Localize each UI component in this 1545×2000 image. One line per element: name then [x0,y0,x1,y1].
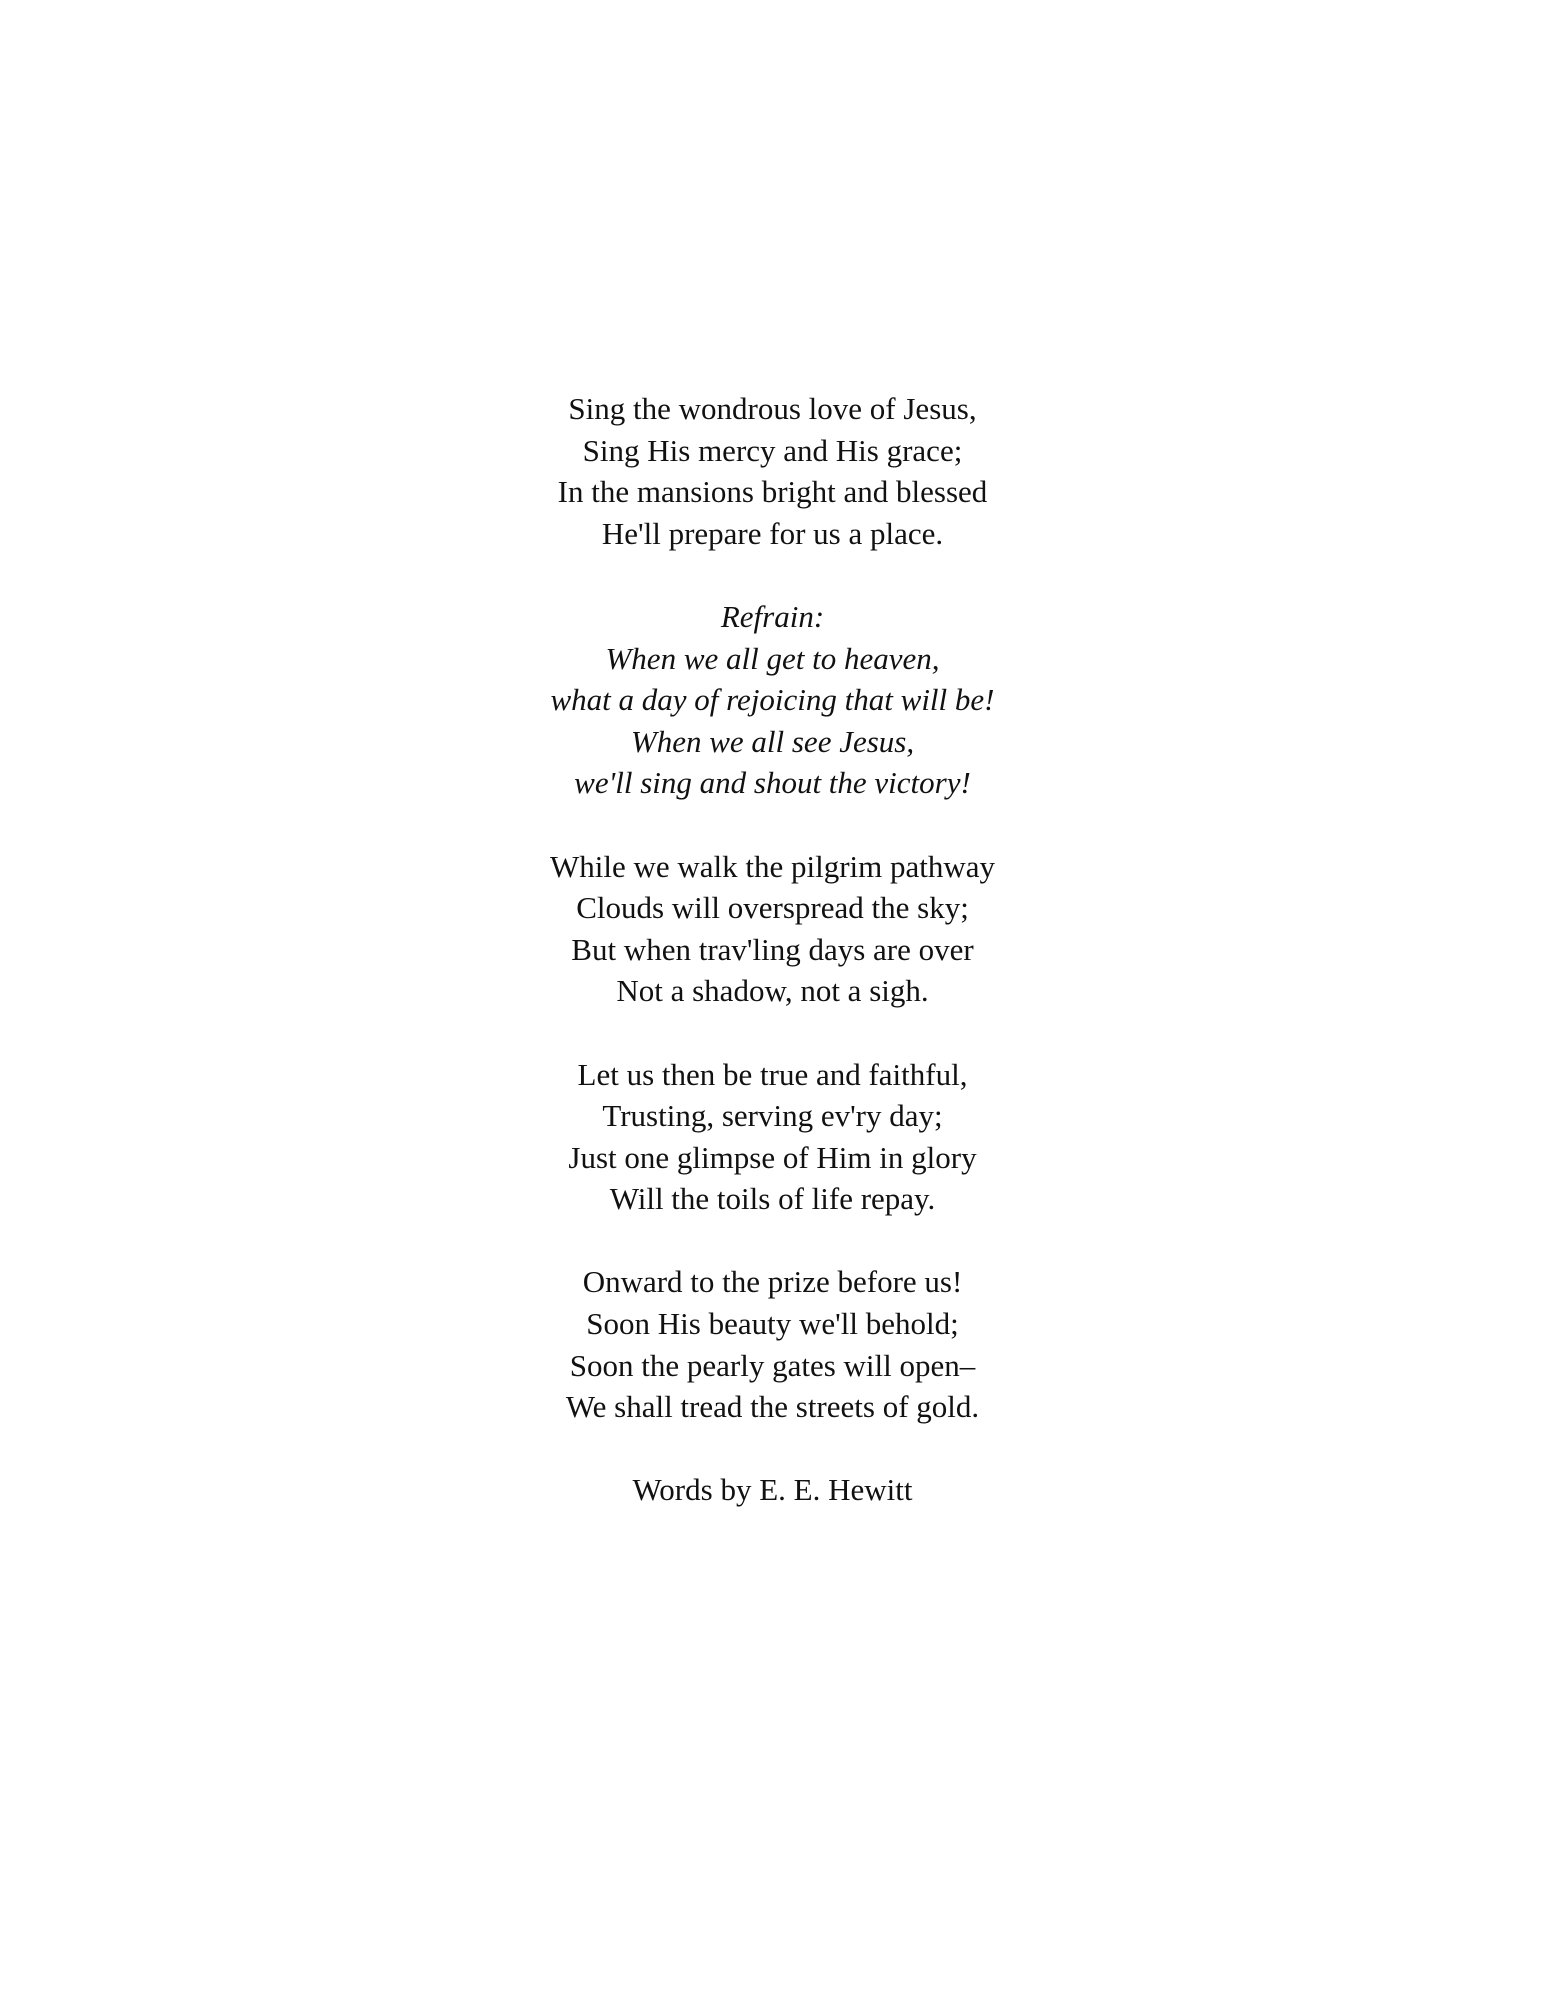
stanza-2 [0,846,1545,1012]
poem-line: Sing the wondrous love of Jesus, [568,391,977,426]
stanza-4 [0,1261,1545,1427]
poem-line: Let us then be true and faithful, [577,1056,968,1092]
author-credit: Words by E. E. Hewitt [632,1472,913,1508]
poem [0,388,1545,1511]
poem-line: But when trav'ling days are over [571,931,974,967]
refrain-heading: Refrain: [720,598,825,634]
poem-line: While we walk the pilgrim pathway [549,848,996,884]
poem-line: Trusting, serving ev'ry day; [602,1098,943,1134]
stanza-1 [0,388,1545,554]
poem-line: Soon the pearly gates will open– [569,1347,976,1383]
poem-line: We shall tread the streets of gold. [565,1389,980,1425]
poem-line: When we all see Jesus, [630,723,915,759]
poem-line: When we all get to heaven, [605,640,940,676]
stanza-3 [0,1054,1545,1220]
poem-line: Soon His beauty we'll behold; [586,1306,959,1342]
poem-line: Not a shadow, not a sigh. [616,973,929,1009]
poem-line: Just one glimpse of Him in glory [568,1139,977,1175]
poem-line: what a day of rejoicing that will be! [550,682,995,718]
poem-line: we'll sing and shout the victory! [574,765,971,801]
poem-line: Will the toils of life repay. [609,1181,936,1217]
poem-line: He'll prepare for us a place. [601,515,944,551]
poem-line: Sing His mercy and His grace; [582,432,963,468]
poem-line: In the mansions bright and blessed [557,474,988,510]
poem-line: Clouds will overspread the sky; [576,890,969,926]
poem-line: Onward to the prize before us! [582,1264,963,1300]
refrain [0,596,1545,804]
